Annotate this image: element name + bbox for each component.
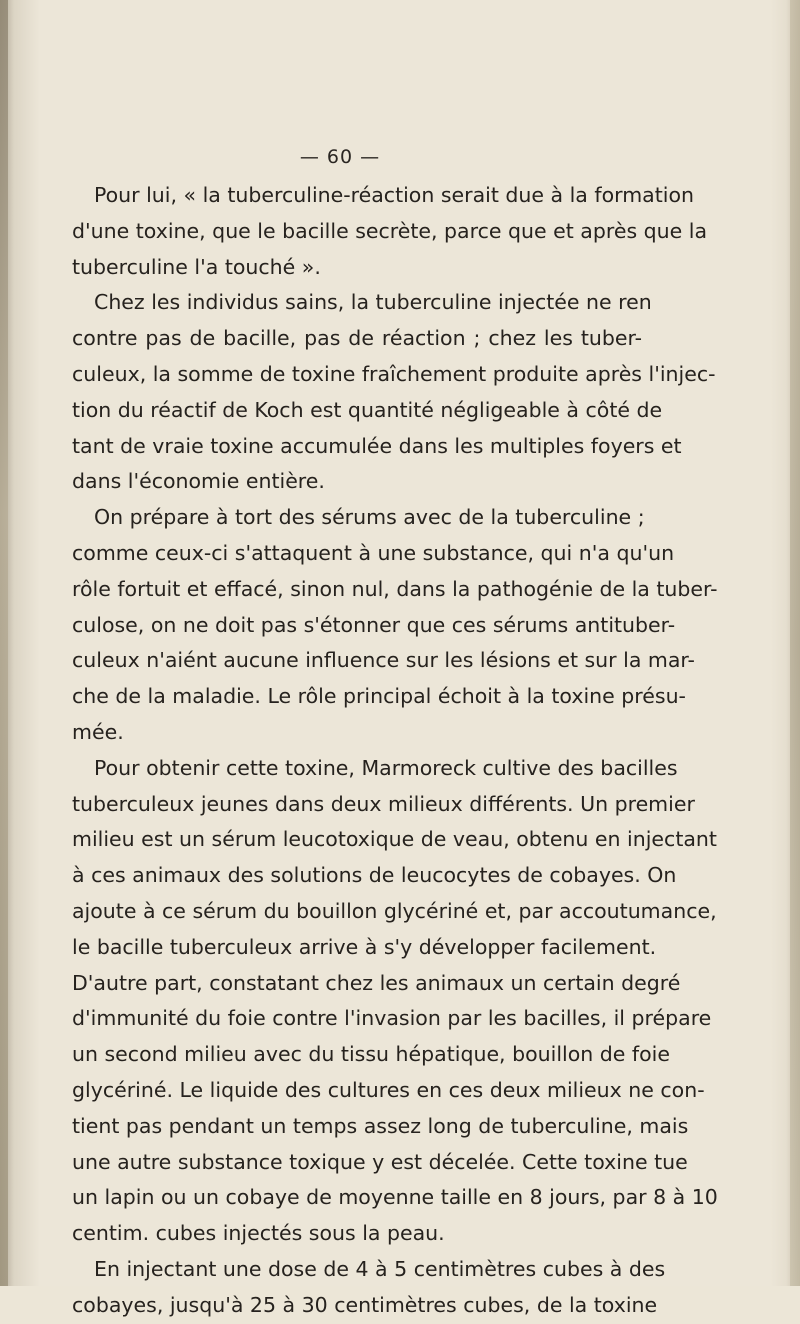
text-line: culose, on ne doit pas s'étonner que ces sérums antituber-	[72, 612, 676, 637]
text-line: un lapin ou un cobaye de moyenne taille en 8 jours, par 8 à 10	[72, 1185, 718, 1210]
text-line: Pour obtenir cette toxine, Marmoreck cultive des bacilles	[94, 755, 678, 780]
text-line: cobayes, jusqu'à 25 à 30 centimètres cubes, de la toxine	[72, 1292, 658, 1317]
text-line: d'immunité du foie contre l'invasion par les bacilles, il prépare	[72, 1006, 712, 1031]
text-line: che de la maladie. Le rôle principal échoit à la toxine présu-	[72, 684, 686, 709]
text-line: tuberculine l'a touché ».	[72, 254, 321, 279]
text-line: culeux n'aiént aucune influence sur les lésions et sur la mar-	[72, 648, 695, 673]
text-line: On prépare à tort des sérums avec de la tuberculine ;	[94, 505, 645, 530]
page-number: — 60 —	[299, 146, 381, 168]
text-line: tuberculeux jeunes dans deux milieux différents. Un premier	[72, 791, 695, 816]
text-line: En injectant une dose de 4 à 5 centimètres cubes à des	[94, 1256, 666, 1281]
text-line: le bacille tuberculeux arrive à s'y développer facilement.	[72, 934, 657, 959]
text-line: ajoute à ce sérum du bouillon glycériné et, par accoutumance,	[72, 898, 717, 923]
text-line: Chez les individus sains, la tuberculine injectée ne ren	[94, 290, 652, 315]
text-line: un second milieu avec du tissu hépatique, bouillon de foie	[72, 1042, 670, 1067]
text-line: contre pas de bacille, pas de réaction ; chez les tuber-	[72, 326, 642, 351]
text-line: mée.	[72, 719, 124, 744]
page-edge-left	[0, 0, 8, 1286]
text-line: dans l'économie entière.	[72, 469, 325, 494]
text-line: à ces animaux des solutions de leucocytes de cobayes. On	[72, 863, 677, 888]
text-line: tient pas pendant un temps assez long de tuberculine, mais	[72, 1113, 689, 1138]
text-line: culeux, la somme de toxine fraîchement produite après l'injec-	[72, 361, 716, 386]
text-line: comme ceux-ci s'attaquent à une substance, qui n'a qu'un	[72, 540, 675, 565]
text-line: centim. cubes injectés sous la peau.	[72, 1221, 445, 1246]
text-line: d'une toxine, que le bacille secrète, parce que et après que la	[72, 218, 708, 243]
text-line: rôle fortuit et effacé, sinon nul, dans la pathogénie de la tuber-	[72, 576, 718, 601]
text-line: glycériné. Le liquide des cultures en ces deux milieux ne con-	[72, 1077, 705, 1102]
text-line: Pour lui, « la tuberculine-réaction serait due à la formation	[94, 183, 695, 207]
text-line: D'autre part, constatant chez les animaux un certain degré	[72, 970, 681, 995]
page-edge-right	[790, 0, 800, 1286]
text-line: tion du réactif de Koch est quantité négligeable à côté de	[72, 397, 663, 422]
text-line: milieu est un sérum leucotoxique de veau, obtenu en injectant	[72, 827, 717, 852]
text-line: une autre substance toxique y est décelée. Cette toxine tue	[72, 1149, 688, 1174]
text-line: tant de vraie toxine accumulée dans les multiples foyers et	[72, 433, 682, 458]
body-text	[72, 178, 718, 1324]
